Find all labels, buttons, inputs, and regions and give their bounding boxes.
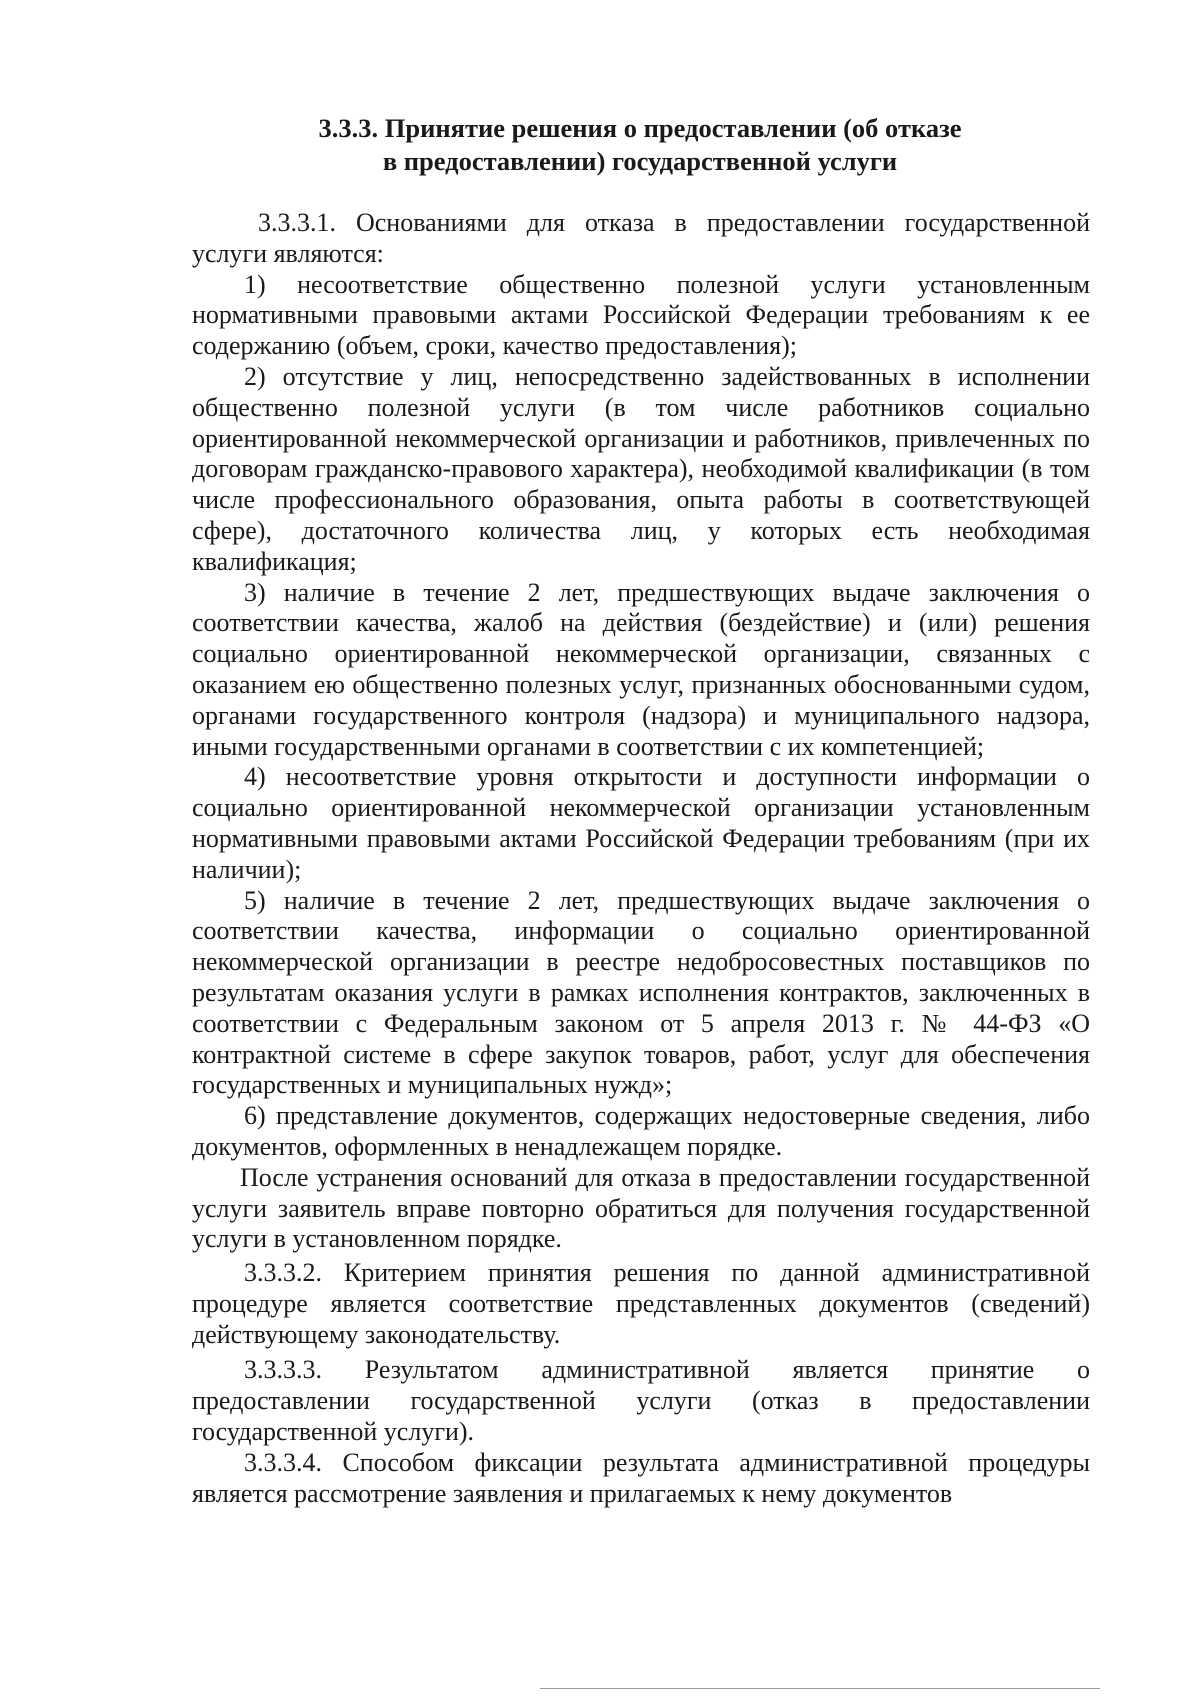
paragraph-3-3-3-2: 3.3.3.2. Критерием принятия решения по данной административной процедуре является соответствие представленных документов (сведений) действующему законодательству.	[192, 1258, 1090, 1349]
list-item-2: 2) отсутствие у лиц, непосредственно задействованных в исполнении общественно полезной услуги (в том числе работников социально ориентированной некоммерческой организации и работников, привлеченных по договорам гражданско-правового характера), необходимой квалификации (в том числе профессионального образования, опыта работы в соответствующей сфере), достаточного количества лиц, у которых есть необходимая квалификация;	[192, 361, 1090, 576]
paragraph-3-3-3-3: 3.3.3.3. Результатом административной является принятие о предоставлении государственной услуги (отказ в предоставлении государственной услуги).	[192, 1355, 1090, 1447]
document-body	[192, 208, 1090, 1509]
paragraph-3-3-3-4: 3.3.3.4. Способом фиксации результата административной процедуры является рассмотрение заявления и прилагаемых к нему документов	[192, 1447, 1090, 1508]
list-item-5: 5) наличие в течение 2 лет, предшествующих выдаче заключения о соответствии качества, информации о социально ориентированной некоммерческой организации в реестре недобросовестных поставщиков по результатам оказания услуги в рамках исполнения контрактов, заключенных в соответствии с Федеральным законом от 5 апреля 2013 г. № 44-ФЗ «О контрактной системе в сфере закупок товаров, работ, услуг для обеспечения государственных и муниципальных нужд»;	[192, 885, 1090, 1100]
paragraph-repeat-request: После устранения оснований для отказа в предоставлении государственной услуги заявитель вправе повторно обратиться для получения государственной услуги в установленном порядке.	[192, 1162, 1090, 1254]
list-item-4: 4) несоответствие уровня открытости и доступности информации о социально ориентированной некоммерческой организации установленным нормативными правовыми актами Российской Федерации требованиям (при их наличии);	[192, 762, 1090, 884]
scan-edge-divider	[540, 1688, 1100, 1689]
list-item-6: 6) представление документов, содержащих недостоверные сведения, либо документов, оформленных в ненадлежащем порядке.	[192, 1101, 1090, 1161]
section-heading	[190, 112, 1090, 178]
paragraph-3-3-3-1: 3.3.3.1. Основаниями для отказа в предоставлении государственной услуги являются:	[192, 208, 1090, 268]
section-heading-line-1: 3.3.3. Принятие решения о предоставлении (об отказе	[318, 113, 962, 143]
section-heading-line-2: в предоставлении) государственной услуги	[382, 146, 898, 176]
list-item-3: 3) наличие в течение 2 лет, предшествующих выдаче заключения о соответствии качества, жалоб на действия (бездействие) и (или) решения социально ориентированной некоммерческой организации, связанных с оказанием ею общественно полезных услуг, признанных обоснованными судом, органами государственного контроля (надзора) и муниципального надзора, иными государственными органами в соответствии с их компетенцией;	[192, 577, 1090, 761]
list-item-1: 1) несоответствие общественно полезной услуги установленным нормативными правовыми актами Российской Федерации требованиям к ее содержанию (объем, сроки, качество предоставления);	[192, 269, 1090, 361]
